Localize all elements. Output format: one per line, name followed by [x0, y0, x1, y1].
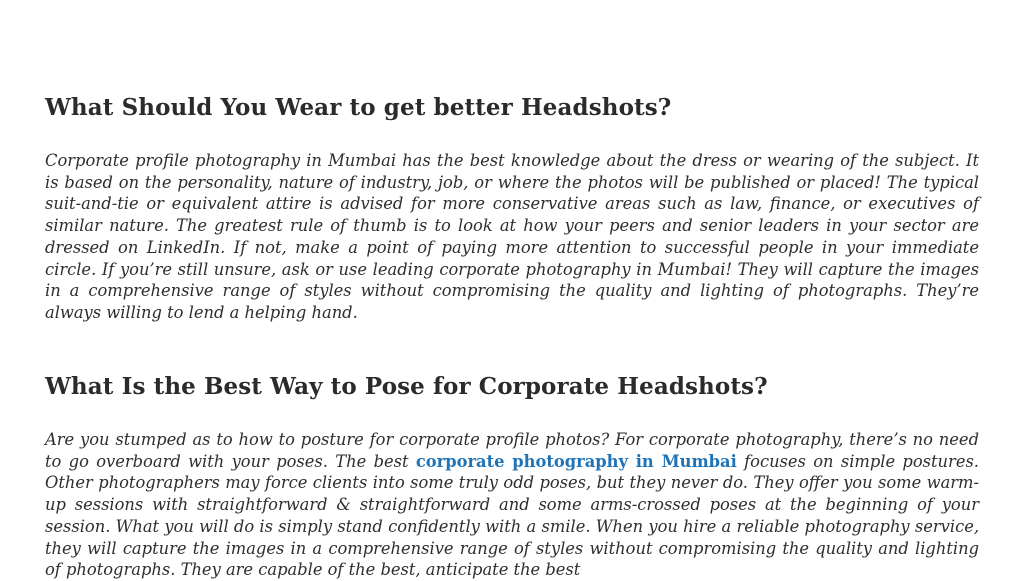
section-paragraph-pose [45, 429, 979, 581]
paragraph-text-before-link: Are you stumped as to how to posture for corporate profile photos? For corporate photography, there’s no need to go overboard with your poses. The best [45, 430, 979, 471]
section-paragraph-wear: Corporate profile photography in Mumbai has the best knowledge about the dress or wearing of the subject. It is based on the personality, nature of industry, job, or where the photos will be published or placed! The typical suit-and-tie or equivalent attire is advised for more conservative areas such as law, finance, or executives of similar nature. The greatest rule of thumb is to look at how your peers and senior leaders in your sector are dressed on LinkedIn. If not, make a point of paying more attention to successful people in your immediate circle. If you’re still unsure, ask or use leading corporate photography in Mumbai! They will capture the images in a comprehensive range of styles without compromising the quality and lighting of photographs. They’re always willing to lend a helping hand. [45, 151, 979, 322]
corporate-photography-link[interactable]: corporate photography in Mumbai [415, 451, 737, 471]
section-heading-pose: What Is the Best Way to Pose for Corporate Headshots? [45, 373, 768, 400]
paragraph-text-after-link: focuses on simple postures. Other photographers may force clients into some truly odd poses, but they never do. They offer you some warm-up sessions with straightforward & straightforward and some arms-crossed poses at the beginning of your session. What you will do is simply stand confidently with a smile. When you hire a reliable photography service, they will capture the images in a comprehensive range of styles without compromising the quality and lighting of photographs. They are capable of the best, anticipate the best [45, 451, 979, 580]
section-heading-wear: What Should You Wear to get better Headshots? [45, 94, 672, 121]
